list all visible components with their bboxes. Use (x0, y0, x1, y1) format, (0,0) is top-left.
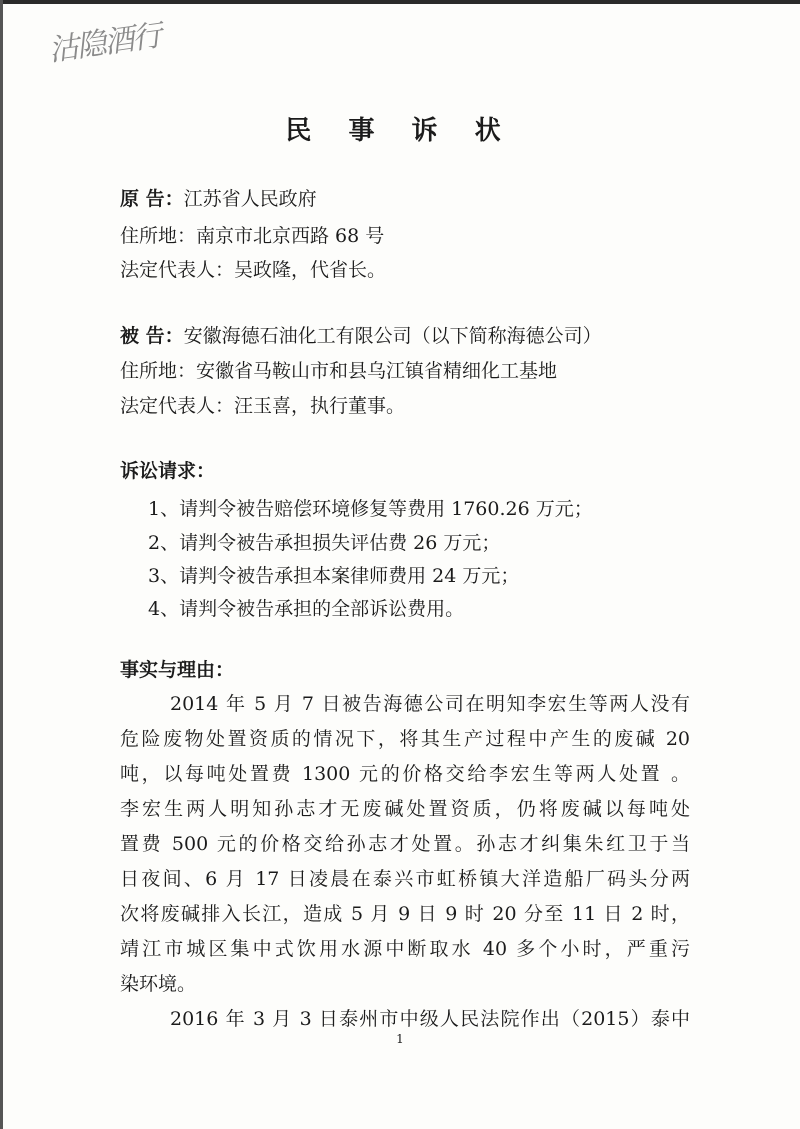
defendant-label: 被 告： (120, 325, 184, 347)
facts-heading: 事实与理由： (120, 659, 235, 681)
document-title: 民 事 诉 状 (285, 116, 515, 146)
plaintiff-address: 住所地：南京市北京西路 68 号 (120, 225, 385, 247)
text-line: 靖江市城区集中式饮用水源中断取水 40 多个小时，严重污 (120, 938, 690, 960)
plaintiff-label: 原 告： (120, 188, 184, 210)
claim-item: 2、请判令被告承担损失评估费 26 万元； (148, 532, 501, 554)
defendant-representative: 法定代表人：汪玉喜，执行董事。 (120, 395, 406, 417)
defendant-name: 安徽海德石油化工有限公司（以下简称海德公司） (183, 325, 602, 347)
plaintiff-representative: 法定代表人：吴政隆，代省长。 (120, 259, 387, 281)
page-number: 1 (396, 1032, 404, 1046)
plaintiff-name: 江苏省人民政府 (183, 188, 317, 210)
defendant-address: 住所地：安徽省马鞍山市和县乌江镇省精细化工基地 (120, 360, 558, 382)
plaintiff-line (120, 184, 317, 211)
scan-edge (0, 0, 800, 4)
text-line: 2014 年 5 月 7 日被告海德公司在明知李宏生等两人没有 (170, 693, 690, 715)
text-line: 李宏生两人明知孙志才无废碱处置资质，仍将废碱以每吨处 (120, 798, 690, 820)
scan-edge (0, 0, 3, 1129)
defendant-line (120, 321, 602, 348)
handwritten-note: 沽隐酒行 (46, 18, 163, 69)
text-line: 2016 年 3 月 3 日泰州市中级人民法院作出（2015）泰中 (170, 1008, 690, 1030)
text-line: 吨，以每吨处置费 1300 元的价格交给李宏生等两人处置 。 (120, 763, 690, 785)
facts-paragraph (120, 687, 690, 1037)
claim-item: 4、请判令被告承担的全部诉讼费用。 (148, 598, 465, 620)
text-line: 染环境。 (120, 973, 197, 995)
text-line: 次将废碱排入长江，造成 5 月 9 日 9 时 20 分至 11 日 2 时， (120, 903, 690, 925)
claims-heading: 诉讼请求： (120, 460, 216, 482)
text-line: 置费 500 元的价格交给孙志才处置。孙志才纠集朱红卫于当 (120, 833, 690, 855)
claim-item: 3、请判令被告承担本案律师费用 24 万元； (148, 565, 520, 587)
claim-item: 1、请判令被告赔偿环境修复等费用 1760.26 万元； (148, 498, 593, 520)
text-line: 危险废物处置资质的情况下，将其生产过程中产生的废碱 20 (120, 728, 690, 750)
text-line: 日夜间、6 月 17 日凌晨在泰兴市虹桥镇大洋造船厂码头分两 (120, 868, 690, 890)
